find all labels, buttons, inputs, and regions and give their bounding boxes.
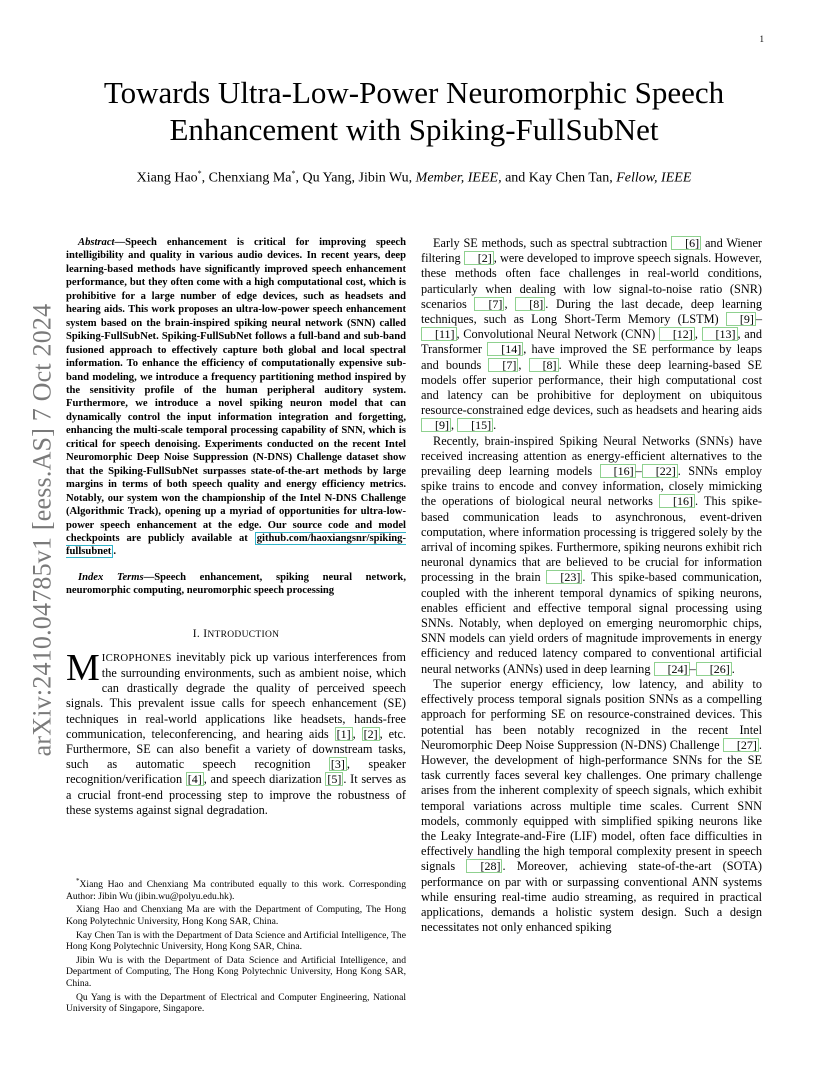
separator: ,: [451, 418, 458, 433]
citation-link[interactable]: [26]: [696, 662, 732, 676]
intro-text: , and speech diarization: [203, 772, 326, 787]
body-text: .: [493, 418, 497, 433]
body-text: Recently, brain-inspired Spiking Neural Networks (SNNs) have received increasing attention as energy-efficient alternatives to the prevailing deep learning models: [421, 433, 762, 479]
body-text: Early SE methods, such as spectral subtraction: [433, 236, 672, 250]
abstract-text: —Speech enhancement is critical for improving speech intelligibility and quality in various audio devices. In recent years, deep learning-based methods have significantly improved speech enhancement performance, but they often come with a high computational cost, which is prohibitive for a large number of edge devices, such as headsets and hearing aids. This work proposes an ultra-low-power speech enhancement system based on the brain-inspired spiking neural network (SNN) called Spiking-FullSubNet. Spiking-FullSubNet follows a full-band and sub-band fusioned approach to effectively capture both global and local spectral information. To enhance the efficiency of computationally expensive sub-band modeling, we introduce a frequency partitioning method inspired by the sensitivity profile of the human peripheral auditory system. Furthermore, we introduce a novel spiking neuron model that can dynamically control the input information integration and forgetting, enhancing the multi-scale temporal processing capability of SNN, which is critical for speech denoising. Experiments conducted on the recent Intel Neuromorphic Deep Noise Suppression (N-DNS) Challenge dataset show that the Spiking-FullSubNet surpasses state-of-the-art methods by large margins in terms of both speech quality and energy efficiency metrics. Notably, our system won the championship of the Intel N-DNS Challenge (Algorithmic Track), opening up a myriad of opportunities for ultra-low-power speech enhancement at the edge. Our source code and model checkpoints are publicly available at: [66, 237, 406, 544]
body-paragraph-3: [421, 677, 762, 935]
intro-text: , etc. Furthermore, SE can also benefit a variety of downstream tasks, such as automatic speech recognition: [66, 726, 406, 772]
equal-contrib-mark: *: [291, 169, 296, 178]
title-line-1: Towards Ultra-Low-Power Neuromorphic Speech: [103, 75, 725, 110]
footnote-5: Qu Yang is with the Department of Electrical and Computer Engineering, National University of Singapore, Singapore.: [66, 991, 406, 1015]
body-paragraph-2: [421, 434, 762, 677]
footnote-text: Xiang Hao and Chenxiang Ma contributed equally to this work. Corresponding Author: Jibin Wu (jibin.wu@polyu.edu.hk).: [66, 879, 406, 902]
body-text: . This spike-based communication, coupled with the inherent temporal dynamics of spiking neurons, enables efficient and effective temporal signal processing using SNNs. Notably, when deployed on emerging neuromorphic chips, SNN models can yield orders of magnitude improvements in energy efficiency and reduced latency compared to conventional artificial neural networks (ANNs) used in deep learning: [421, 570, 762, 676]
citation-link[interactable]: [7]: [474, 297, 504, 311]
footnote-1: [66, 876, 406, 902]
author-5: and Kay Chen Tan,: [505, 170, 613, 186]
equal-contrib-mark: *: [197, 169, 202, 178]
citation-link[interactable]: [28]: [466, 859, 502, 873]
citation-link[interactable]: [9]: [421, 418, 451, 432]
body-text: . While these deep learning-based SE models offer superior performance, their high computational cost and latency can be prohibitive for deployment on ubiquitous resource-constrained edge devices, such as headsets and hearing aids: [421, 357, 762, 418]
section-numeral: I.: [192, 627, 204, 640]
citation-link[interactable]: [7]: [488, 358, 518, 372]
page-number: 1: [759, 34, 764, 44]
citation-link[interactable]: [9]: [726, 312, 756, 326]
intro-text: , speaker recognition/verification: [66, 757, 406, 787]
author-2: Chenxiang Ma: [208, 170, 292, 186]
citation-link[interactable]: [22]: [642, 464, 678, 478]
arxiv-stamp: [22, 290, 62, 770]
citation-link[interactable]: [2]: [363, 726, 378, 741]
body-text: . This spike-based communication leads to asynchronous, event-driven computation, where information processing is triggered solely by the arrival of incoming spikes. Furthermore, spiking neurons exhibit rich neuronal dynamics that are believed to be crucial for information processing in the brain: [421, 494, 762, 585]
citation-link[interactable]: [1]: [336, 726, 351, 741]
intro-paragraph: [66, 646, 406, 818]
citation-link[interactable]: [11]: [421, 327, 457, 341]
body-text: , and Transformer: [421, 327, 762, 357]
section-initial: I: [203, 627, 208, 640]
body-text: . During the last decade, deep learning techniques, such as Long Short-Term Memory (LSTM): [421, 296, 762, 327]
citation-link[interactable]: [13]: [702, 327, 738, 341]
arxiv-identifier: arXiv:2410.04785v1 [eess.AS] 7 Oct 2024: [27, 303, 57, 757]
citation-link[interactable]: [24]: [654, 662, 690, 676]
abstract: [66, 236, 406, 559]
body-text: . However, the development of high-performance SNNs for the SE task currently faces several key challenges. One primary challenge arises from the inherent complexity of speech signals, which exhibit temporal variations across multiple time scales. Current SNN models, commonly equipped with simplified spiking neurons like the Leaky Integrate-and-Fire (LIF) model, often face difficulties in effectively handling the high temporal complexity present in speech signals: [421, 737, 762, 874]
authors-3-4: Qu Yang, Jibin Wu,: [302, 170, 413, 186]
right-column: [421, 236, 762, 935]
body-text: .: [731, 661, 735, 676]
citation-link[interactable]: [8]: [515, 297, 545, 311]
separator: ,: [518, 357, 529, 372]
separator: ,: [352, 726, 362, 741]
section-title-rest: NTRODUCTION: [207, 629, 280, 640]
citation-link[interactable]: [5]: [327, 772, 342, 787]
separator: ,: [694, 327, 702, 342]
citation-link[interactable]: [4]: [187, 772, 202, 787]
index-terms: [66, 571, 406, 598]
title-line-2: Enhancement with Spiking-FullSubNet: [169, 112, 659, 147]
citation-link[interactable]: [12]: [659, 327, 695, 341]
footnote-mark: *: [76, 877, 80, 885]
body-text: , have improved the SE performance by leaps and bounds: [421, 342, 762, 372]
section-heading-introduction: [66, 628, 406, 640]
citation-link[interactable]: [16]: [659, 494, 695, 508]
citation-link[interactable]: [16]: [600, 464, 636, 478]
footnote-2: Xiang Hao and Chenxiang Ma are with the Department of Computing, The Hong Kong Polytechnic University, Hong Kong SAR, China.: [66, 904, 406, 927]
body-text: and Wiener filtering: [421, 236, 763, 266]
body-text: The superior energy efficiency, low latency, and ability to effectively process temporal signals position SNNs as a compelling approach for performing SE on resource-constrained devices. This potential has been notably recognized in the recent Intel Neuromorphic Deep Noise Suppression (N-DNS) Challenge: [421, 676, 762, 752]
author-1: Xiang Hao: [136, 170, 198, 186]
index-terms-label: Index Terms: [78, 571, 144, 583]
citation-link[interactable]: [3]: [330, 757, 345, 772]
abstract-label: Abstract: [78, 237, 115, 248]
separator: –: [635, 464, 642, 479]
citation-link[interactable]: [14]: [487, 342, 523, 356]
intro-text: inevitably pick up various interferences from the surrounding environments, such as ambient noise, which can drastically degrade the quality of perceived speech signals. This prevalent issue calls for speech enhancement (SE) techniques in real-world applications like headsets, hands-free communication, teleconferencing, and hearing aids: [66, 649, 406, 741]
abstract-end: .: [113, 546, 116, 558]
body-text: , Convolutional Neural Network (CNN): [456, 327, 659, 342]
citation-link[interactable]: [2]: [464, 251, 494, 265]
body-paragraph-1: [421, 236, 762, 434]
index-terms-text: —Speech enhancement, spiking neural network, neuromorphic computing, neuromorphic speech processing: [66, 571, 406, 597]
body-text: . Moreover, achieving state-of-the-art (SOTA) performance on par with or surpassing conventional ANN systems while ensuring real-time audio streaming, as required in practical applications, demands a holistic system design. Such a design necessitates not only enhanced spiking: [421, 859, 763, 935]
citation-link[interactable]: [15]: [457, 418, 493, 432]
citation-link[interactable]: [8]: [529, 358, 559, 372]
separator: –: [689, 661, 696, 676]
body-text: . SNNs employ spike trains to encode and convey information, closely mimicking the operations of biological neural networks: [421, 464, 762, 509]
intro-text: . It serves as a crucial front-end processing step to improve the robustness of these systems against signal degradation.: [66, 772, 406, 817]
author-role-member: Member, IEEE,: [415, 170, 502, 186]
citation-link[interactable]: [6]: [671, 236, 701, 250]
intro-caps-word: ICROPHONES: [101, 651, 172, 664]
footnotes: [66, 876, 406, 1017]
footnote-3: Kay Chen Tan is with the Department of Data Science and Artificial Intelligence, The Hong Kong Polytechnic University, Hong Kong SAR, China.: [66, 929, 406, 953]
footnote-4: Jibin Wu is with the Department of Data Science and Artificial Intelligence, and Department of Computing, The Hong Kong Polytechnic University, Hong Kong SAR, China.: [66, 954, 406, 989]
paper-title: [60, 74, 768, 148]
code-link[interactable]: github.com/haoxiangsnr/spiking-fullsubnet: [66, 532, 406, 558]
separator: –: [755, 312, 762, 327]
drop-cap: M: [66, 646, 100, 689]
citation-link[interactable]: [23]: [546, 570, 582, 584]
separator: ,: [504, 296, 516, 311]
left-column: [66, 236, 406, 818]
body-text: , were developed to improve speech signals. However, these methods often face challenges in real-world conditions, particularly when dealing with low signal-to-noise ratio (SNR) scenarios: [421, 251, 763, 311]
author-list: Xiang Hao*, Chenxiang Ma*, Qu Yang, Jibin Wu, Member, IEEE, and Kay Chen Tan, Fellow, IEEE: [136, 169, 692, 186]
author-role-fellow: Fellow, IEEE: [616, 170, 692, 186]
citation-link[interactable]: [27]: [723, 738, 759, 752]
